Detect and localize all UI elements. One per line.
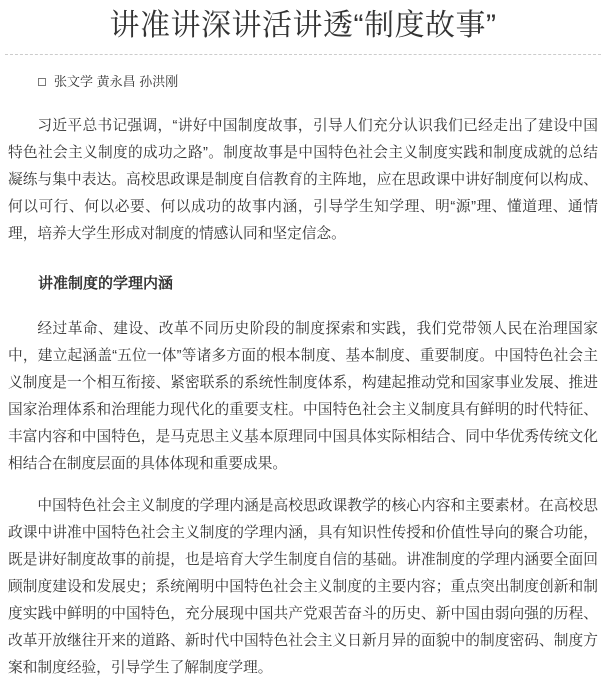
author-names: 张文学 黄永昌 孙洪刚 xyxy=(54,74,179,89)
section-paragraph-1: 经过革命、建设、改革不同历史阶段的制度探索和实践，我们党带领人民在治理国家中，建立起涵盖“五位一体”等诸多方面的根本制度、基本制度、重要制度。中国特色社会主义制度是一个相互衔接、紧密联系的系统性制度体系，构建起推动党和国家事业发展、推进国家治理体系和治理能力现代化的重要支柱。中国特色社会主义制度具有鲜明的时代特征、丰富内容和中国特色，是马克思主义基本原理同中国具体实际相结合、同中华优秀传统文化相结合在制度层面的具体体现和重要成果。 xyxy=(8,321,598,472)
intro-paragraph: 习近平总书记强调，“讲好中国制度故事，引导人们充分认识我们已经走出了建设中国特色社会主义制度的成功之路”。制度故事是中国特色社会主义制度实践和制度成就的总结凝练与集中表达。高校思政课是制度自信教育的主阵地，应在思政课中讲好制度何以构成、何以可行、何以必要、何以成功的故事内涵，引导学生知学理、明“源”理、懂道理、通情理，培养大学生形成对制度的情感认同和坚定信念。 xyxy=(8,118,598,242)
author-line xyxy=(38,73,598,91)
section-paragraph-2: 中国特色社会主义制度的学理内涵是高校思政课教学的核心内容和主要素材。在高校思政课中讲准中国特色社会主义制度的学理内涵，具有知识性传授和价值性导向的聚合功能，既是讲好制度故事的前提，也是培育大学生制度自信的基础。讲准制度的学理内涵要全面回顾制度建设和发展史；系统阐明中国特色社会主义制度的主要内容；重点突出制度创新和制度实践中鲜明的中国特色，充分展现中国共产党艰苦奋斗的历史、新中国由弱向强的历程、改革开放继往开来的道路、新时代中国特色社会主义日新月异的面貌中的制度密码、制度方案和制度经验，引导学生了解制度学理。 xyxy=(8,498,598,676)
square-bullet-icon xyxy=(38,78,46,86)
section-heading: 讲准制度的学理内涵 xyxy=(38,275,174,292)
dashed-divider xyxy=(5,54,601,55)
article-title: 讲准讲深讲活讲透“制度故事” xyxy=(109,9,497,42)
